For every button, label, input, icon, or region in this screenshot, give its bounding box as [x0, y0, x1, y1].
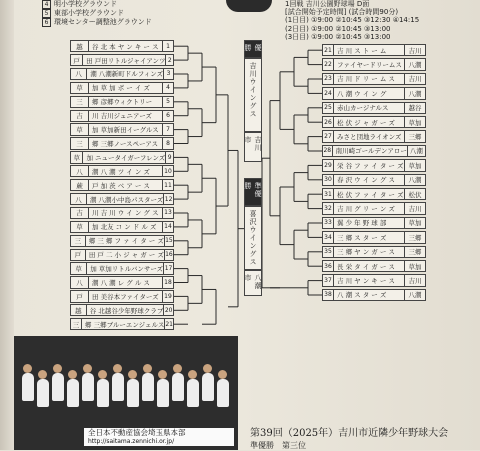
team-city: 草加 [404, 261, 425, 271]
team-row [322, 44, 426, 56]
team-city: 松伏 [404, 189, 425, 199]
player-figure [128, 370, 137, 379]
player-figure [67, 379, 79, 407]
team-row [70, 235, 174, 247]
player-figure [97, 379, 109, 407]
team-city: 草 [71, 124, 89, 134]
team-name: 潮 八潮小中島パスターズ [89, 195, 164, 204]
team-city: 三 [71, 138, 89, 148]
team-city: 吉川 [404, 203, 425, 213]
team-row [322, 174, 426, 186]
team-city: 吉 [71, 208, 89, 218]
team-number: 19 [162, 291, 173, 301]
team-row [322, 231, 426, 243]
player-figure [68, 370, 77, 379]
team-name: 戸 加 茨 ベ ア ー ス [92, 181, 150, 190]
team-city: 草 [71, 263, 87, 273]
team-row [70, 262, 174, 274]
runner-up-header: 準優勝 [244, 178, 262, 206]
team-number: 4 [162, 83, 173, 93]
article-subcaption: 準優勝 第三位 [250, 441, 306, 450]
team-number: 9 [165, 152, 173, 162]
team-number: 23 [323, 74, 334, 84]
team-number: 22 [323, 59, 334, 69]
team-name: 郷 三郷ノースペーアス [92, 139, 158, 148]
player-figure [113, 364, 122, 373]
team-city: 越 [71, 41, 89, 51]
player-figure [218, 370, 227, 379]
winner-city: 吉川市 [244, 132, 262, 162]
team-row [70, 137, 174, 149]
team-number: 1 [162, 41, 173, 51]
team-name: 加 草 加 ボ ー イ ズ [92, 84, 150, 93]
team-city: 三郷 [404, 131, 425, 141]
team-row [70, 82, 174, 94]
team-name: みさと団地ライオンズ [337, 133, 402, 142]
team-number: 29 [323, 160, 334, 170]
schedule-block: 1回戦 吉川公園野球場 D面 [試合開始予定時間] (試合時間90分) (1日目) ①9:00 ②10:45 ③12:30 ④14:15 (2日目) ①9:00 ②10:45 ③13:00 (3日目) ①9:00 ②10:45 ③13:00 [285, 0, 420, 41]
player-figure [203, 364, 212, 373]
venue-item: 6 環境センター調整池グラウンド [42, 18, 202, 27]
team-city: 草 [71, 83, 89, 93]
team-name: 加 北友 コ ン ド ル ズ [92, 223, 157, 232]
team-city: 戸 [71, 291, 89, 301]
team-row [70, 276, 174, 288]
team-name: 加 ニュータイガーフレンズ [86, 153, 166, 162]
player-figure [187, 379, 199, 407]
team-name: 川 吉 川 ウ イ ン グ ス [92, 209, 159, 218]
team-row [70, 221, 174, 233]
team-number: 6 [162, 111, 173, 121]
team-name: 田 美谷本ファイターズ [92, 292, 159, 301]
team-number: 36 [323, 261, 334, 271]
team-name: 三 郷 ヤ ン ガ ー ス [337, 248, 395, 257]
team-city: 八潮 [404, 88, 425, 98]
team-name: 翼 少 年 野 球 部 [337, 219, 387, 228]
venue-item: 4 明小学校グラウンド [42, 0, 202, 9]
team-city: 三 [71, 97, 89, 107]
team-number: 21 [165, 320, 173, 328]
team-row [322, 246, 426, 258]
team-name: 川 吉川ジュニアーズ [92, 112, 152, 121]
team-row [322, 159, 426, 171]
team-city: 草加 [404, 117, 425, 127]
team-row [70, 40, 174, 52]
player-figure [202, 373, 214, 401]
team-number: 7 [162, 124, 173, 134]
team-city: 吉川 [404, 45, 425, 55]
team-row [70, 96, 174, 108]
team-name: 春 沢 ウ イ ン グ ス [337, 176, 395, 185]
player-figure [22, 373, 34, 401]
team-number: 25 [323, 103, 334, 113]
team-row [322, 58, 426, 70]
team-number: 17 [164, 265, 173, 273]
team-row [70, 68, 174, 80]
player-figure [158, 370, 167, 379]
team-row [70, 165, 174, 177]
player-figure [143, 364, 152, 373]
team-name: 松 伏 ジ ャ ガ ー ズ [337, 118, 395, 127]
player-figure [142, 373, 154, 401]
player-figure [173, 364, 182, 373]
team-row [70, 249, 174, 261]
team-name: 郷 三 郷 フ ァ イ タ ー ズ [88, 237, 164, 246]
team-city: 三 [71, 319, 82, 329]
team-city: 八潮 [404, 175, 425, 185]
team-number: 20 [164, 306, 173, 314]
team-photo [14, 336, 238, 450]
team-city: 八 [71, 166, 89, 176]
team-row [322, 145, 426, 157]
team-city: 三郷 [404, 247, 425, 257]
article-caption: 第39回（2025年）吉川市近隣少年野球大会 [250, 428, 449, 439]
team-number: 16 [165, 251, 173, 259]
team-number: 5 [162, 97, 173, 107]
team-city: 八潮 [404, 290, 425, 300]
team-row [70, 207, 174, 219]
team-row [322, 87, 426, 99]
team-name: 田 戸 二 小 ジ ャ ガ ー ズ [88, 251, 164, 260]
team-name: 谷 北越谷少年野球クラブ [89, 306, 164, 315]
team-number: 26 [323, 117, 334, 127]
team-number: 30 [323, 175, 334, 185]
player-figure [188, 370, 197, 379]
team-name: 潮 八 潮 ツ イ ン ズ [92, 167, 150, 176]
team-number: 38 [323, 290, 334, 300]
team-row [322, 260, 426, 272]
player-figure [98, 370, 107, 379]
team-name: 田 戸田リトルジャイアンツ [86, 56, 166, 65]
team-name: 谷 北 本 ヤ ン キ ー ス [92, 42, 159, 51]
team-city: 戸 [71, 250, 86, 260]
team-row [70, 123, 174, 135]
player-figure [38, 370, 47, 379]
team-number: 18 [162, 277, 173, 287]
team-name: 八 潮 ス タ ー ズ [337, 291, 387, 300]
team-number: 14 [162, 222, 173, 232]
team-row [70, 290, 174, 302]
team-number: 31 [323, 189, 334, 199]
player-figure [52, 373, 64, 401]
team-number: 21 [323, 45, 334, 55]
team-row [70, 304, 174, 316]
team-number: 37 [323, 275, 334, 285]
team-name: 加 草加リトルバンサーズ [90, 265, 164, 274]
team-city: 吉川 [404, 74, 425, 84]
team-number: 35 [323, 247, 334, 257]
team-name: 潮 八潮新町ドルフィンズ [90, 70, 164, 79]
team-name: 三 郷 ス タ ー ズ [337, 233, 387, 242]
team-number: 28 [323, 147, 332, 155]
team-row [322, 102, 426, 114]
team-row [70, 54, 174, 66]
team-row [70, 193, 174, 205]
player-figure [82, 373, 94, 401]
team-number: 12 [164, 195, 173, 203]
team-city: 三 [71, 236, 86, 246]
team-city: 越谷 [404, 103, 425, 113]
player-figure [127, 379, 139, 407]
team-row [70, 110, 174, 122]
team-name: 潮 八 潮 レ グ ル ス [92, 278, 150, 287]
team-name: 栄 谷 フ ァ イ タ ー ズ [337, 161, 404, 170]
team-city: 草 [71, 152, 83, 162]
team-city: 戸 [71, 55, 83, 65]
player-figure [37, 379, 49, 407]
team-row [70, 151, 174, 163]
team-row [322, 274, 426, 286]
team-row [322, 289, 426, 301]
team-city: 八 [71, 194, 87, 204]
player-figure [53, 364, 62, 373]
winner-team: 吉川ウイングス [244, 58, 262, 132]
venue-item: 5 東部小学校グラウンド [42, 9, 202, 18]
team-name: 松 伏 フ ァ イ タ ー ズ [337, 190, 404, 199]
team-row [322, 217, 426, 229]
team-row [322, 202, 426, 214]
team-name: 吉 川 ス ト ー ム [337, 46, 387, 55]
team-row [322, 116, 426, 128]
team-row [322, 73, 426, 85]
team-number: 24 [323, 88, 334, 98]
team-name: 吉 川 ヤ ン キ ー ス [337, 277, 395, 286]
team-number: 3 [163, 69, 173, 79]
team-name: 吉 川 グ リ ー ン ズ [337, 205, 395, 214]
team-city: 草加 [404, 160, 425, 170]
team-city: 八 [71, 277, 89, 287]
team-name: 南川崎ゴールデンアロー [335, 147, 407, 156]
team-city: 越 [71, 305, 87, 315]
team-name: 郷 彦郷ウィクトリー [92, 98, 153, 107]
team-city: 八潮 [407, 146, 425, 156]
team-name: 加 草加新田イーグルス [92, 126, 159, 135]
team-name: 長 栄 タ イ ガ ー ス [337, 262, 395, 271]
team-name: 赤山カージナルス [337, 104, 389, 113]
player-figure [23, 364, 32, 373]
team-city: 蕨 [71, 180, 89, 190]
team-name: 郷 三郷ブルーエンジェルス [85, 320, 165, 329]
team-number: 2 [165, 55, 173, 65]
team-city: 草 [71, 222, 89, 232]
team-name: 吉 川 ド リ ー ム ス [337, 75, 395, 84]
team-number: 32 [323, 203, 334, 213]
player-figure [112, 373, 124, 401]
team-city: 吉 [71, 111, 89, 121]
photo-banner: 全日本不動産協会埼玉県本部 http://saitama.zennichi.or.jp/ [84, 428, 234, 446]
team-city: 八潮 [404, 59, 425, 69]
team-row [70, 318, 174, 330]
player-figure [157, 379, 169, 407]
team-number: 13 [162, 208, 173, 218]
player-figure [217, 379, 229, 407]
team-number: 8 [162, 138, 173, 148]
team-city: 草加 [404, 218, 425, 228]
team-city: 吉川 [404, 275, 425, 285]
player-figure [172, 373, 184, 401]
team-number: 34 [323, 232, 334, 242]
team-city: 八 [71, 69, 87, 79]
runner-up-team: 喜沢ウイングス [244, 206, 262, 270]
winner-header: 優勝 [244, 40, 262, 58]
player-figure [83, 364, 92, 373]
team-number: 33 [323, 218, 334, 228]
team-number: 11 [162, 180, 173, 190]
team-row [322, 188, 426, 200]
team-number: 27 [323, 131, 334, 141]
runner-up-city: 八潮市 [244, 270, 262, 296]
team-name: ファイヤードリームス [337, 61, 402, 70]
team-number: 10 [162, 166, 173, 176]
team-number: 15 [165, 237, 173, 245]
team-name: 八 潮 ウ イ ン グ [337, 89, 387, 98]
team-city: 三郷 [404, 232, 425, 242]
team-row [322, 130, 426, 142]
team-row [70, 179, 174, 191]
